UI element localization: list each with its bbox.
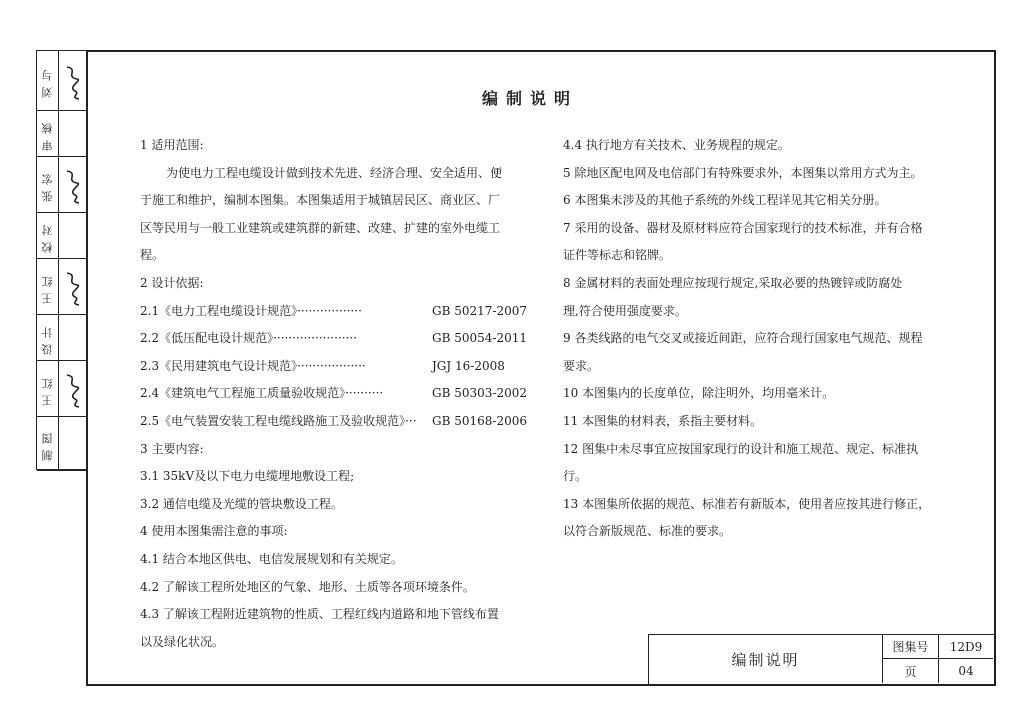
role-label	[37, 259, 59, 314]
role-text: 审核	[40, 116, 54, 151]
text-line: 4.2 了解该工程所处地区的气象、地形、土质等各项环境条件。	[140, 579, 475, 594]
handwritten-signature	[59, 259, 87, 314]
text-line: 4.3 了解该工程附近建筑物的性质、工程红线内道路和地下管线布置	[140, 607, 499, 622]
role-label	[37, 315, 59, 360]
title-block-name: 编制说明	[649, 635, 883, 683]
signature-strip	[36, 50, 86, 470]
text-line: 3.2 通信电缆及光缆的管块敷设工程。	[140, 496, 343, 511]
signature-scribble-icon	[61, 267, 85, 307]
role-label	[37, 417, 59, 470]
reference-title: 2.5《电气装置安装工程电缆线路施工及验收规范》···	[140, 413, 417, 428]
text-line: 7 采用的设备、器材及原材料应符合国家现行的技术标准，并有合格	[563, 220, 923, 235]
text-line: 为使电力工程电缆设计做到技术先进、经济合理、安全适用、便	[166, 165, 503, 180]
handwritten-signature	[59, 213, 87, 258]
signature-cell	[37, 417, 86, 471]
standard-code: GB 50054-2011	[432, 331, 527, 346]
signature-cell	[37, 259, 86, 315]
signature-cell	[37, 111, 86, 157]
atlas-number-label: 图集号	[883, 635, 939, 659]
handwritten-signature	[59, 51, 87, 110]
reference-title: 2.2《低压配电设计规范》······················	[140, 331, 358, 346]
reference-title: 2.1《电力工程电缆设计规范》·················	[140, 303, 362, 318]
handwritten-signature	[59, 417, 87, 470]
role-label	[37, 157, 59, 212]
signature-scribble-icon	[61, 61, 85, 101]
signature-cell	[37, 213, 86, 259]
signature-scribble-icon	[61, 369, 85, 409]
page-number: 04	[958, 664, 974, 678]
text-line	[140, 353, 540, 381]
text-line: 12 图集中未尽事宜应按国家现行的设计和施工规范、规定、标准执	[563, 441, 919, 456]
text-line: 13 本图集所依据的规范、标准若有新版本，使用者应按其进行修正，	[563, 496, 931, 511]
text-line: 理,符合使用强度要求。	[563, 303, 687, 318]
standard-code: GB 50303-2002	[432, 386, 527, 401]
text-line	[140, 298, 540, 326]
role-label	[37, 111, 59, 156]
text-line: 行。	[563, 469, 588, 484]
role-text: 张宏	[40, 167, 54, 202]
text-line: 于施工和维护，编制本图集。本图集适用于城镇居民区、商业区、厂	[140, 193, 501, 208]
text-line: 程。	[140, 248, 165, 263]
signature-cell	[37, 157, 86, 213]
standard-code: GB 50168-2006	[432, 413, 527, 428]
text-line: 以符合新版规范、标准的要求。	[563, 524, 732, 539]
standard-code: JGJ 16-2008	[432, 358, 505, 373]
standard-code: GB 50217-2007	[432, 303, 527, 318]
text-line	[140, 380, 540, 408]
text-line: 11 本图集的材料表，系指主要材料。	[563, 413, 763, 428]
atlas-number: 12D9	[939, 635, 993, 659]
role-label	[37, 51, 59, 110]
text-line: 3.1 35kV及以下电力电缆埋地敷设工程;	[140, 469, 355, 484]
text-line: 4 使用本图集需注意的事项:	[140, 524, 288, 539]
signature-cell	[37, 361, 86, 417]
role-text: 王红	[40, 371, 54, 406]
reference-title: 2.4《建筑电气工程施工质量验收规范》··········	[140, 386, 384, 401]
reference-title: 2.3《民用建筑电气设计规范》··················	[140, 358, 366, 373]
role-text: 校对	[40, 218, 54, 253]
role-label	[37, 361, 59, 416]
text-line: 2 设计依据:	[140, 275, 204, 290]
page-title: 编制说明	[481, 89, 578, 108]
text-line: 要求。	[563, 358, 600, 373]
text-line: 1 适用范围:	[140, 138, 204, 152]
text-line	[140, 325, 540, 353]
right-column	[563, 132, 983, 546]
text-line: 证件等标志和铭牌。	[563, 248, 672, 263]
page-label: 页	[883, 659, 939, 683]
text-line: 3 主要内容:	[140, 441, 204, 456]
handwritten-signature	[59, 315, 87, 360]
role-text: 设计	[40, 320, 54, 355]
text-line: 区等民用与一般工业建筑或建筑群的新建、改建、扩建的室外电缆工	[140, 220, 501, 235]
signature-cell	[37, 315, 86, 361]
role-text: 刘与	[40, 63, 54, 98]
signature-scribble-icon	[61, 165, 85, 205]
text-line: 10 本图集内的长度单位，除注明外，均用毫米计。	[563, 386, 835, 401]
role-text: 王红	[40, 269, 54, 304]
left-column	[140, 132, 540, 656]
handwritten-signature	[59, 361, 87, 416]
text-line: 4.1 结合本地区供电、电信发展规划和有关规定。	[140, 551, 403, 566]
role-label	[37, 213, 59, 258]
handwritten-signature	[59, 157, 87, 212]
text-line: 6 本图集未涉及的其他子系统的外线工程详见其它相关分册。	[563, 193, 887, 208]
text-line: 5 除地区配电网及电信部门有特殊要求外，本图集以常用方式为主。	[563, 165, 923, 180]
text-line: 9 各类线路的电气交叉或接近间距，应符合现行国家电气规范、规程	[563, 331, 923, 346]
text-line: 8 金属材料的表面处理应按现行规定,采取必要的热镀锌或防腐处	[563, 275, 903, 290]
text-line: 以及绿化状况。	[140, 634, 225, 649]
role-text: 制图	[40, 426, 54, 461]
text-line: 4.4 执行地方有关技术、业务规程的规定。	[563, 138, 790, 152]
text-line	[140, 408, 540, 436]
handwritten-signature	[59, 111, 87, 156]
title-block	[648, 634, 994, 684]
signature-cell	[37, 51, 86, 111]
